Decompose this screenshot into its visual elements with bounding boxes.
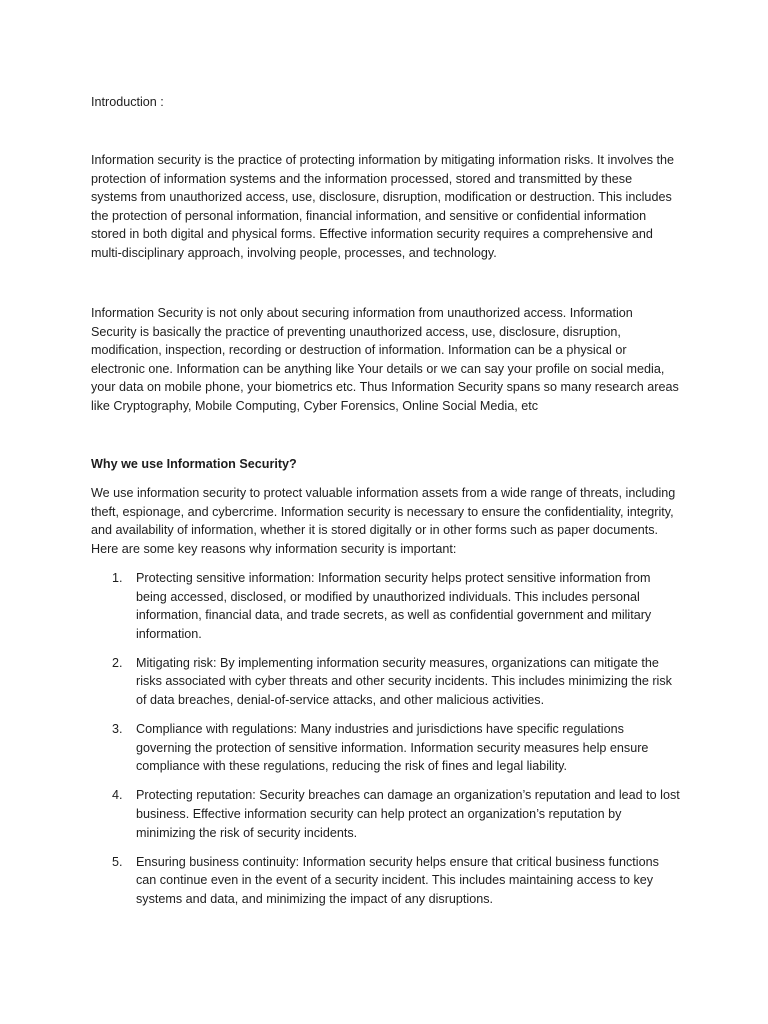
list-item-number: 2. — [112, 655, 123, 670]
list-item — [91, 569, 681, 643]
paragraph-purpose: We use information security to protect valuable information assets from a wide range of threats, including theft, espionage, and cybercrime. Information security is necessary to ensure the confidentiality, integrity, and availability of information, whether it is stored digitally or in other forms such as paper documents. Here are some key reasons why information security is important: — [91, 486, 676, 556]
list-item — [91, 786, 681, 842]
list-item-text: Protecting reputation: Security breaches can damage an organization’s reputation and lead to lost business. Effective information security can help protect an organization’s reputation by minimizing the risk of security incidents. — [136, 788, 680, 840]
introduction-label: Introduction : — [91, 95, 164, 109]
list-item-text: Mitigating risk: By implementing information security measures, organizations can mitigate the risks associated with cyber threats and other security incidents. This includes minimizing the risk of data breaches, denial-of-service attacks, and other malicious activities. — [136, 655, 672, 708]
list-item-number: 3. — [112, 722, 123, 737]
paragraph-definition: Information security is the practice of protecting information by mitigating information risks. It involves the protection of information systems and the information processed, stored and transmitted by these systems from unauthorized access, use, disclosure, disruption, modification or destruction. This includes the protection of personal information, financial information, and sensitive or confidential information stored in both digital and physical forms. Effective information security requires a comprehensive and multi-disciplinary approach, involving people, processes, and technology. — [91, 153, 675, 260]
paragraph-scope: Information Security is not only about securing information from unauthorized access. Information Security is basically the practice of preventing unauthorized access, use, disclosure, disruption, modification, inspection, recording or destruction of information. Information can be a physical or electronic one. Information can be anything like Your details or we can say your profile on social media, your data on mobile phone, your biometrics etc. Thus Information Security spans so many research areas like Cryptography, Mobile Computing, Cyber Forensics, Online Social Media, etc — [91, 306, 679, 413]
list-item-number: 5. — [112, 854, 123, 869]
list-item — [91, 654, 681, 710]
list-item — [91, 720, 681, 776]
list-item-text: Compliance with regulations: Many industries and jurisdictions have specific regulations governing the protection of sensitive information. Information security measures help ensure compliance with these regulations, reducing the risk of fines and legal liability. — [136, 722, 649, 774]
list-item-number: 1. — [112, 571, 123, 585]
reasons-list — [91, 569, 681, 919]
list-item-number: 4. — [112, 788, 123, 803]
list-item — [91, 853, 681, 909]
why-heading: Why we use Information Security? — [91, 457, 297, 471]
list-item-text: Protecting sensitive information: Information security helps protect sensitive information from being accessed, disclosed, or modified by unauthorized individuals. This includes personal information, financial data, and trade secrets, as well as confidential government and military information. — [136, 571, 652, 641]
list-item-text: Ensuring business continuity: Information security helps ensure that critical business functions can continue even in the event of a security incident. This includes maintaining access to key systems and data, and minimizing the impact of any disruptions. — [136, 854, 659, 906]
